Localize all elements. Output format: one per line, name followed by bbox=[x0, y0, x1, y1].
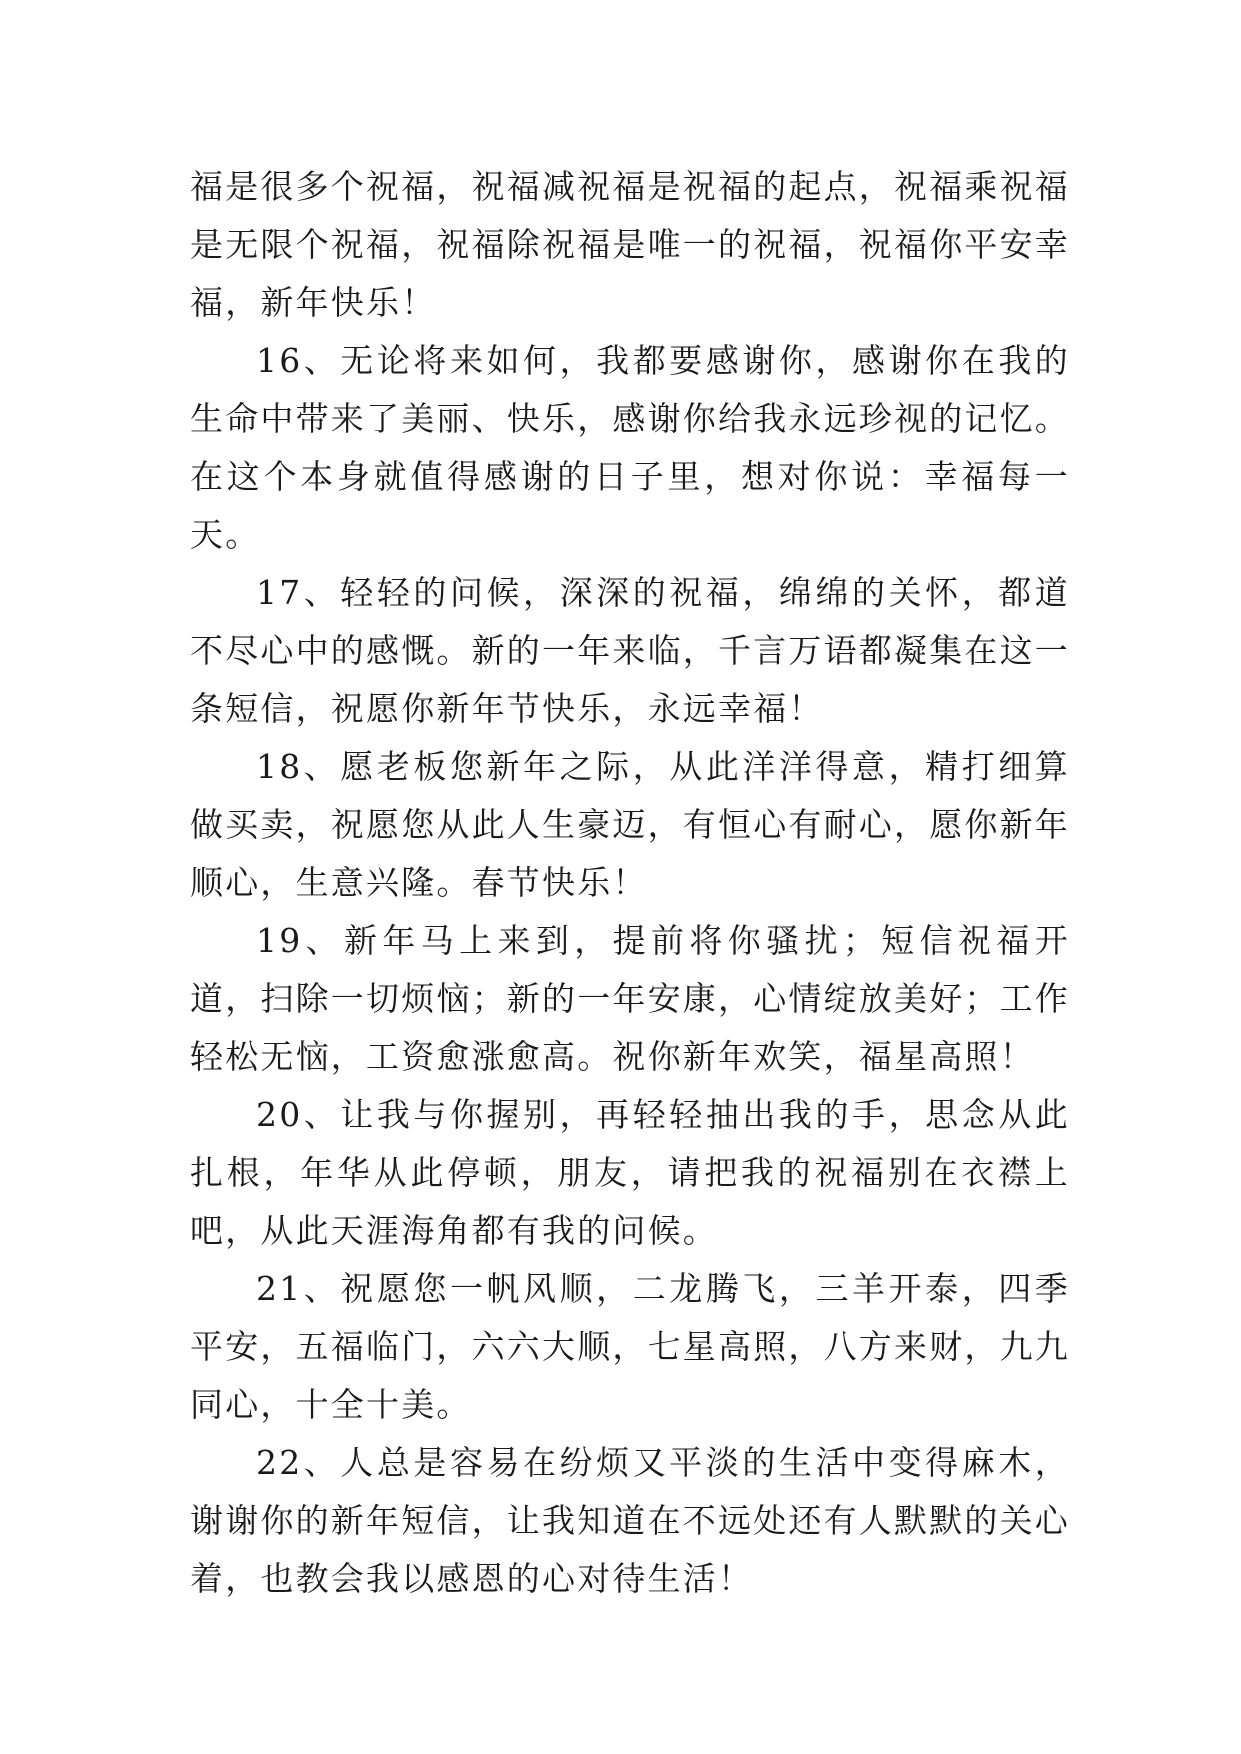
paragraph-21: 21、祝愿您一帆风顺，二龙腾飞，三羊开泰，四季平安，五福临门，六六大顺，七星高照，八方来财，九九同心，十全十美。 bbox=[190, 1269, 1070, 1424]
paragraph-continuation: 福是很多个祝福，祝福减祝福是祝福的起点，祝福乘祝福是无限个祝福，祝福除祝福是唯一的祝福，祝福你平安幸福，新年快乐！ bbox=[190, 167, 1070, 322]
paragraph-17: 17、轻轻的问候，深深的祝福，绵绵的关怀，都道不尽心中的感慨。新的一年来临，千言万语都凝集在这一条短信，祝愿你新年节快乐，永远幸福！ bbox=[190, 573, 1070, 728]
document-body bbox=[190, 158, 1070, 1608]
paragraph-18: 18、愿老板您新年之际，从此洋洋得意，精打细算做买卖，祝愿您从此人生豪迈，有恒心有耐心，愿你新年顺心，生意兴隆。春节快乐！ bbox=[190, 747, 1070, 902]
paragraph-20: 20、让我与你握别，再轻轻抽出我的手，思念从此扎根，年华从此停顿，朋友，请把我的祝福别在衣襟上吧，从此天涯海角都有我的问候。 bbox=[190, 1095, 1070, 1250]
paragraph-22: 22、人总是容易在纷烦又平淡的生活中变得麻木，谢谢你的新年短信，让我知道在不远处还有人默默的关心着，也教会我以感恩的心对待生活！ bbox=[190, 1443, 1070, 1598]
paragraph-16: 16、无论将来如何，我都要感谢你，感谢你在我的生命中带来了美丽、快乐，感谢你给我永远珍视的记忆。在这个本身就值得感谢的日子里，想对你说：幸福每一天。 bbox=[190, 341, 1070, 554]
paragraph-19: 19、新年马上来到，提前将你骚扰；短信祝福开道，扫除一切烦恼；新的一年安康，心情绽放美好；工作轻松无恼，工资愈涨愈高。祝你新年欢笑，福星高照！ bbox=[190, 921, 1070, 1076]
